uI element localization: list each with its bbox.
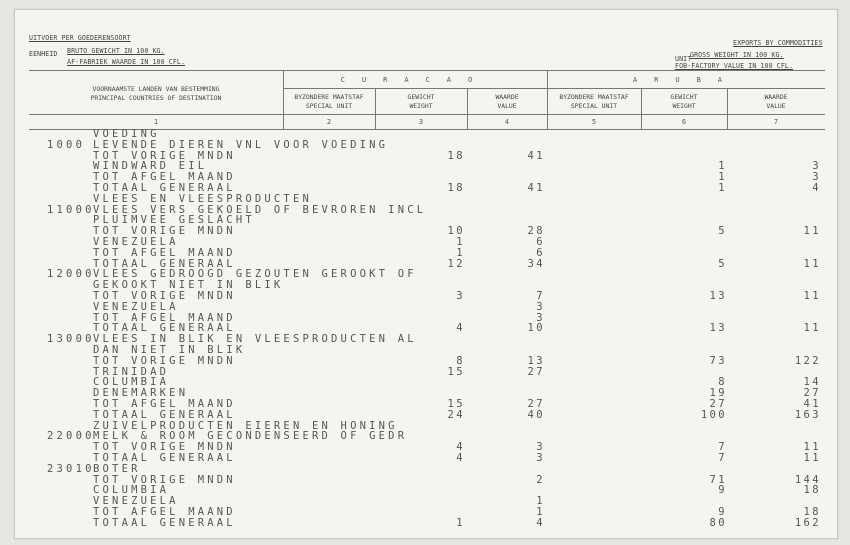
col-number: 3 xyxy=(418,118,424,126)
row-label: LEVENDE DIEREN VNL VOOR VOEDING xyxy=(93,138,389,151)
unit-line1: GROSS WEIGHT IN 100 KG. xyxy=(690,51,784,59)
curacao-value: 4 xyxy=(536,516,545,529)
aruba-weight: 13 xyxy=(709,322,727,335)
curacao-value: 41 xyxy=(527,149,545,162)
row-label: TOT AFGEL MAAND xyxy=(93,311,236,324)
aruba-weight: 7 xyxy=(718,441,727,454)
header-rule-top xyxy=(29,70,825,71)
commodity-code: 23010 xyxy=(47,462,95,475)
aruba-value: 3 xyxy=(812,171,821,184)
row-label: VLEES VERS GEKOELD OF BEVROREN INCL xyxy=(93,203,427,216)
aruba-value: 163 xyxy=(794,408,821,421)
curacao-value: 28 xyxy=(527,225,545,238)
countries-header-en: PRINCIPAL COUNTRIES OF DESTINATION xyxy=(90,94,222,102)
row-label: VLEES EN VLEESPRODUCTEN xyxy=(93,192,312,205)
row-label: VENEZUELA xyxy=(93,495,179,508)
commodity-code: 11000 xyxy=(47,203,95,216)
col-header-nl: GEWICHT xyxy=(670,93,698,101)
eenheid-line1: BRUTO GEWICHT IN 100 KG. xyxy=(67,47,165,55)
aruba-weight: 5 xyxy=(718,225,727,238)
curacao-weight: 12 xyxy=(447,257,465,270)
curacao-weight: 18 xyxy=(447,182,465,194)
row-label: TOT VORIGE MNDN xyxy=(93,354,236,367)
row-label: BOTER xyxy=(93,462,141,475)
col-header-en: WEIGHT xyxy=(409,102,433,110)
aruba-value: 18 xyxy=(803,484,821,497)
aruba-weight: 71 xyxy=(709,473,727,486)
aruba-value: 11 xyxy=(803,290,821,302)
row-label: TOT VORIGE MNDN xyxy=(93,473,236,486)
col-number: 4 xyxy=(504,118,510,126)
row-label: DENEMARKEN xyxy=(93,387,189,400)
col-header-nl: GEWICHT xyxy=(407,93,435,101)
row-label: VLEES GEDROOGD GEZOUTEN GEROOKT OF xyxy=(93,268,417,281)
group-aruba: ARUBA xyxy=(632,76,740,84)
curacao-value: 13 xyxy=(527,354,545,367)
aruba-value: 11 xyxy=(803,322,821,335)
aruba-weight: 19 xyxy=(709,387,727,400)
row-label: TOTAAL GENERAAL xyxy=(93,408,236,421)
col-header-en: WEIGHT xyxy=(672,102,696,110)
curacao-value: 40 xyxy=(527,408,545,421)
row-label: TOTAAL GENERAAL xyxy=(93,452,236,464)
row-label: VOEDING xyxy=(93,128,160,140)
curacao-weight: 8 xyxy=(456,354,465,367)
aruba-weight: 7 xyxy=(718,452,727,464)
curacao-weight: 24 xyxy=(447,408,465,421)
unit-line2: FOB-FACTORY VALUE IN 100 CFL. xyxy=(675,62,794,70)
aruba-value: 4 xyxy=(812,182,821,194)
aruba-weight: 1 xyxy=(718,182,727,194)
row-label: GEKOOKT NIET IN BLIK xyxy=(93,279,284,292)
commodity-code: 22000 xyxy=(47,430,95,443)
curacao-value: 7 xyxy=(536,290,545,302)
curacao-weight: 4 xyxy=(456,441,465,454)
row-label: PLUIMVEE GESLACHT xyxy=(93,214,255,227)
eenheid-label: EENHEID xyxy=(29,50,58,58)
col-header-value-cur xyxy=(467,93,547,111)
curacao-weight: 18 xyxy=(447,149,465,162)
row-label: DAN NIET IN BLIK xyxy=(93,344,246,356)
curacao-weight: 3 xyxy=(456,290,465,302)
curacao-weight: 10 xyxy=(447,225,465,238)
row-label: WINDWARD EIL xyxy=(93,160,208,173)
row-label: VENEZUELA xyxy=(93,236,179,248)
aruba-weight: 13 xyxy=(709,290,727,302)
aruba-value: 27 xyxy=(803,387,821,400)
row-label: TOTAAL GENERAAL xyxy=(93,516,236,529)
table-row xyxy=(15,518,837,529)
group-curacao: CURACAO xyxy=(340,76,490,84)
row-label: VENEZUELA xyxy=(93,300,179,313)
row-label: MELK & ROOM GECONDENSEERD OF GEDR xyxy=(93,430,408,443)
col-header-nl: BYZONDERE MAATSTAF xyxy=(559,93,629,101)
row-label: COLUMBIA xyxy=(93,376,170,389)
aruba-value: 14 xyxy=(803,376,821,389)
row-label: TOTAAL GENERAAL xyxy=(93,182,236,194)
row-label: TOT AFGEL MAAND xyxy=(93,398,236,410)
col-header-en: SPECIAL UNIT xyxy=(570,102,618,110)
row-label: TOT AFGEL MAAND xyxy=(93,171,236,184)
row-label: TOTAAL GENERAAL xyxy=(93,257,236,270)
col-header-weight-aru xyxy=(641,93,727,111)
aruba-value: 3 xyxy=(812,160,821,173)
aruba-weight: 27 xyxy=(709,398,727,410)
aruba-value: 11 xyxy=(803,257,821,270)
col-number: 5 xyxy=(591,118,597,126)
col-header-weight-cur xyxy=(375,93,467,111)
row-label: TOT AFGEL MAAND xyxy=(93,246,236,259)
commodity-code: 1000 xyxy=(47,138,86,151)
curacao-weight: 1 xyxy=(456,236,465,248)
col-header-special-unit-cur xyxy=(283,93,375,111)
curacao-value: 6 xyxy=(536,236,545,248)
row-label: TOTAAL GENERAAL xyxy=(93,322,236,335)
row-label: TOT VORIGE MNDN xyxy=(93,149,236,162)
aruba-value: 18 xyxy=(803,506,821,518)
curacao-value: 2 xyxy=(536,473,545,486)
curacao-value: 6 xyxy=(536,246,545,259)
aruba-weight: 100 xyxy=(700,408,727,421)
row-label: ZUIVELPRODUCTEN EIEREN EN HONING xyxy=(93,419,398,432)
countries-header-nl: VOORNAAMSTE LANDEN VAN BESTEMMING xyxy=(92,85,220,93)
aruba-value: 11 xyxy=(803,225,821,238)
right-title: EXPORTS BY COMMODITIES xyxy=(733,39,823,47)
header-rule-group xyxy=(283,88,825,89)
curacao-weight: 4 xyxy=(456,322,465,335)
curacao-value: 34 xyxy=(527,257,545,270)
curacao-value: 3 xyxy=(536,441,545,454)
aruba-weight: 73 xyxy=(709,354,727,367)
curacao-value: 27 xyxy=(527,398,545,410)
col-number: 7 xyxy=(773,118,779,126)
aruba-weight: 1 xyxy=(718,160,727,173)
aruba-value: 144 xyxy=(794,473,821,486)
curacao-value: 41 xyxy=(527,182,545,194)
row-label: TOT VORIGE MNDN xyxy=(93,290,236,302)
aruba-value: 122 xyxy=(794,354,821,367)
curacao-value: 1 xyxy=(536,506,545,518)
row-label: VLEES IN BLIK EN VLEESPRODUCTEN AL xyxy=(93,333,417,346)
curacao-weight: 4 xyxy=(456,452,465,464)
aruba-weight: 80 xyxy=(709,516,727,529)
countries-header xyxy=(29,85,283,103)
curacao-weight: 1 xyxy=(456,516,465,529)
col-number: 6 xyxy=(681,118,687,126)
aruba-weight: 9 xyxy=(718,484,727,497)
aruba-weight: 8 xyxy=(718,376,727,389)
aruba-value: 41 xyxy=(803,398,821,410)
curacao-weight: 1 xyxy=(456,246,465,259)
col-header-nl: WAARDE xyxy=(764,93,788,101)
aruba-value: 11 xyxy=(803,441,821,454)
curacao-weight: 15 xyxy=(447,365,465,378)
aruba-weight: 5 xyxy=(718,257,727,270)
curacao-value: 27 xyxy=(527,365,545,378)
left-title: UITVOER PER GOEDERENSOORT xyxy=(29,34,131,42)
curacao-value: 3 xyxy=(536,452,545,464)
col-number: 1 xyxy=(153,118,159,126)
curacao-weight: 15 xyxy=(447,398,465,410)
curacao-value: 3 xyxy=(536,300,545,313)
row-label: TOT VORIGE MNDN xyxy=(93,225,236,238)
aruba-weight: 1 xyxy=(718,171,727,184)
row-label: TRINIDAD xyxy=(93,365,170,378)
col-header-en: VALUE xyxy=(766,102,786,110)
col-header-en: SPECIAL UNIT xyxy=(305,102,353,110)
ledger-sheet xyxy=(14,9,838,539)
row-label: TOT AFGEL MAAND xyxy=(93,506,236,518)
aruba-weight: 9 xyxy=(718,506,727,518)
col-header-special-unit-aru xyxy=(547,93,641,111)
curacao-value: 3 xyxy=(536,311,545,324)
header-rule-mid xyxy=(29,114,825,115)
aruba-value: 11 xyxy=(803,452,821,464)
aruba-value: 162 xyxy=(794,516,821,529)
row-label: COLUMBIA xyxy=(93,484,170,497)
commodity-code: 12000 xyxy=(47,268,95,281)
curacao-value: 1 xyxy=(536,495,545,508)
col-header-en: VALUE xyxy=(497,102,517,110)
unit-label: UNIT xyxy=(675,55,692,63)
eenheid-line2: AF-FABRIEK WAARDE IN 100 CFL. xyxy=(67,58,186,66)
curacao-value: 10 xyxy=(527,322,545,335)
col-header-nl: BYZONDERE MAATSTAF xyxy=(294,93,364,101)
col-header-nl: WAARDE xyxy=(495,93,519,101)
col-header-value-aru xyxy=(727,93,825,111)
row-label: TOT VORIGE MNDN xyxy=(93,441,236,454)
commodity-code: 13000 xyxy=(47,333,95,346)
col-number: 2 xyxy=(326,118,332,126)
